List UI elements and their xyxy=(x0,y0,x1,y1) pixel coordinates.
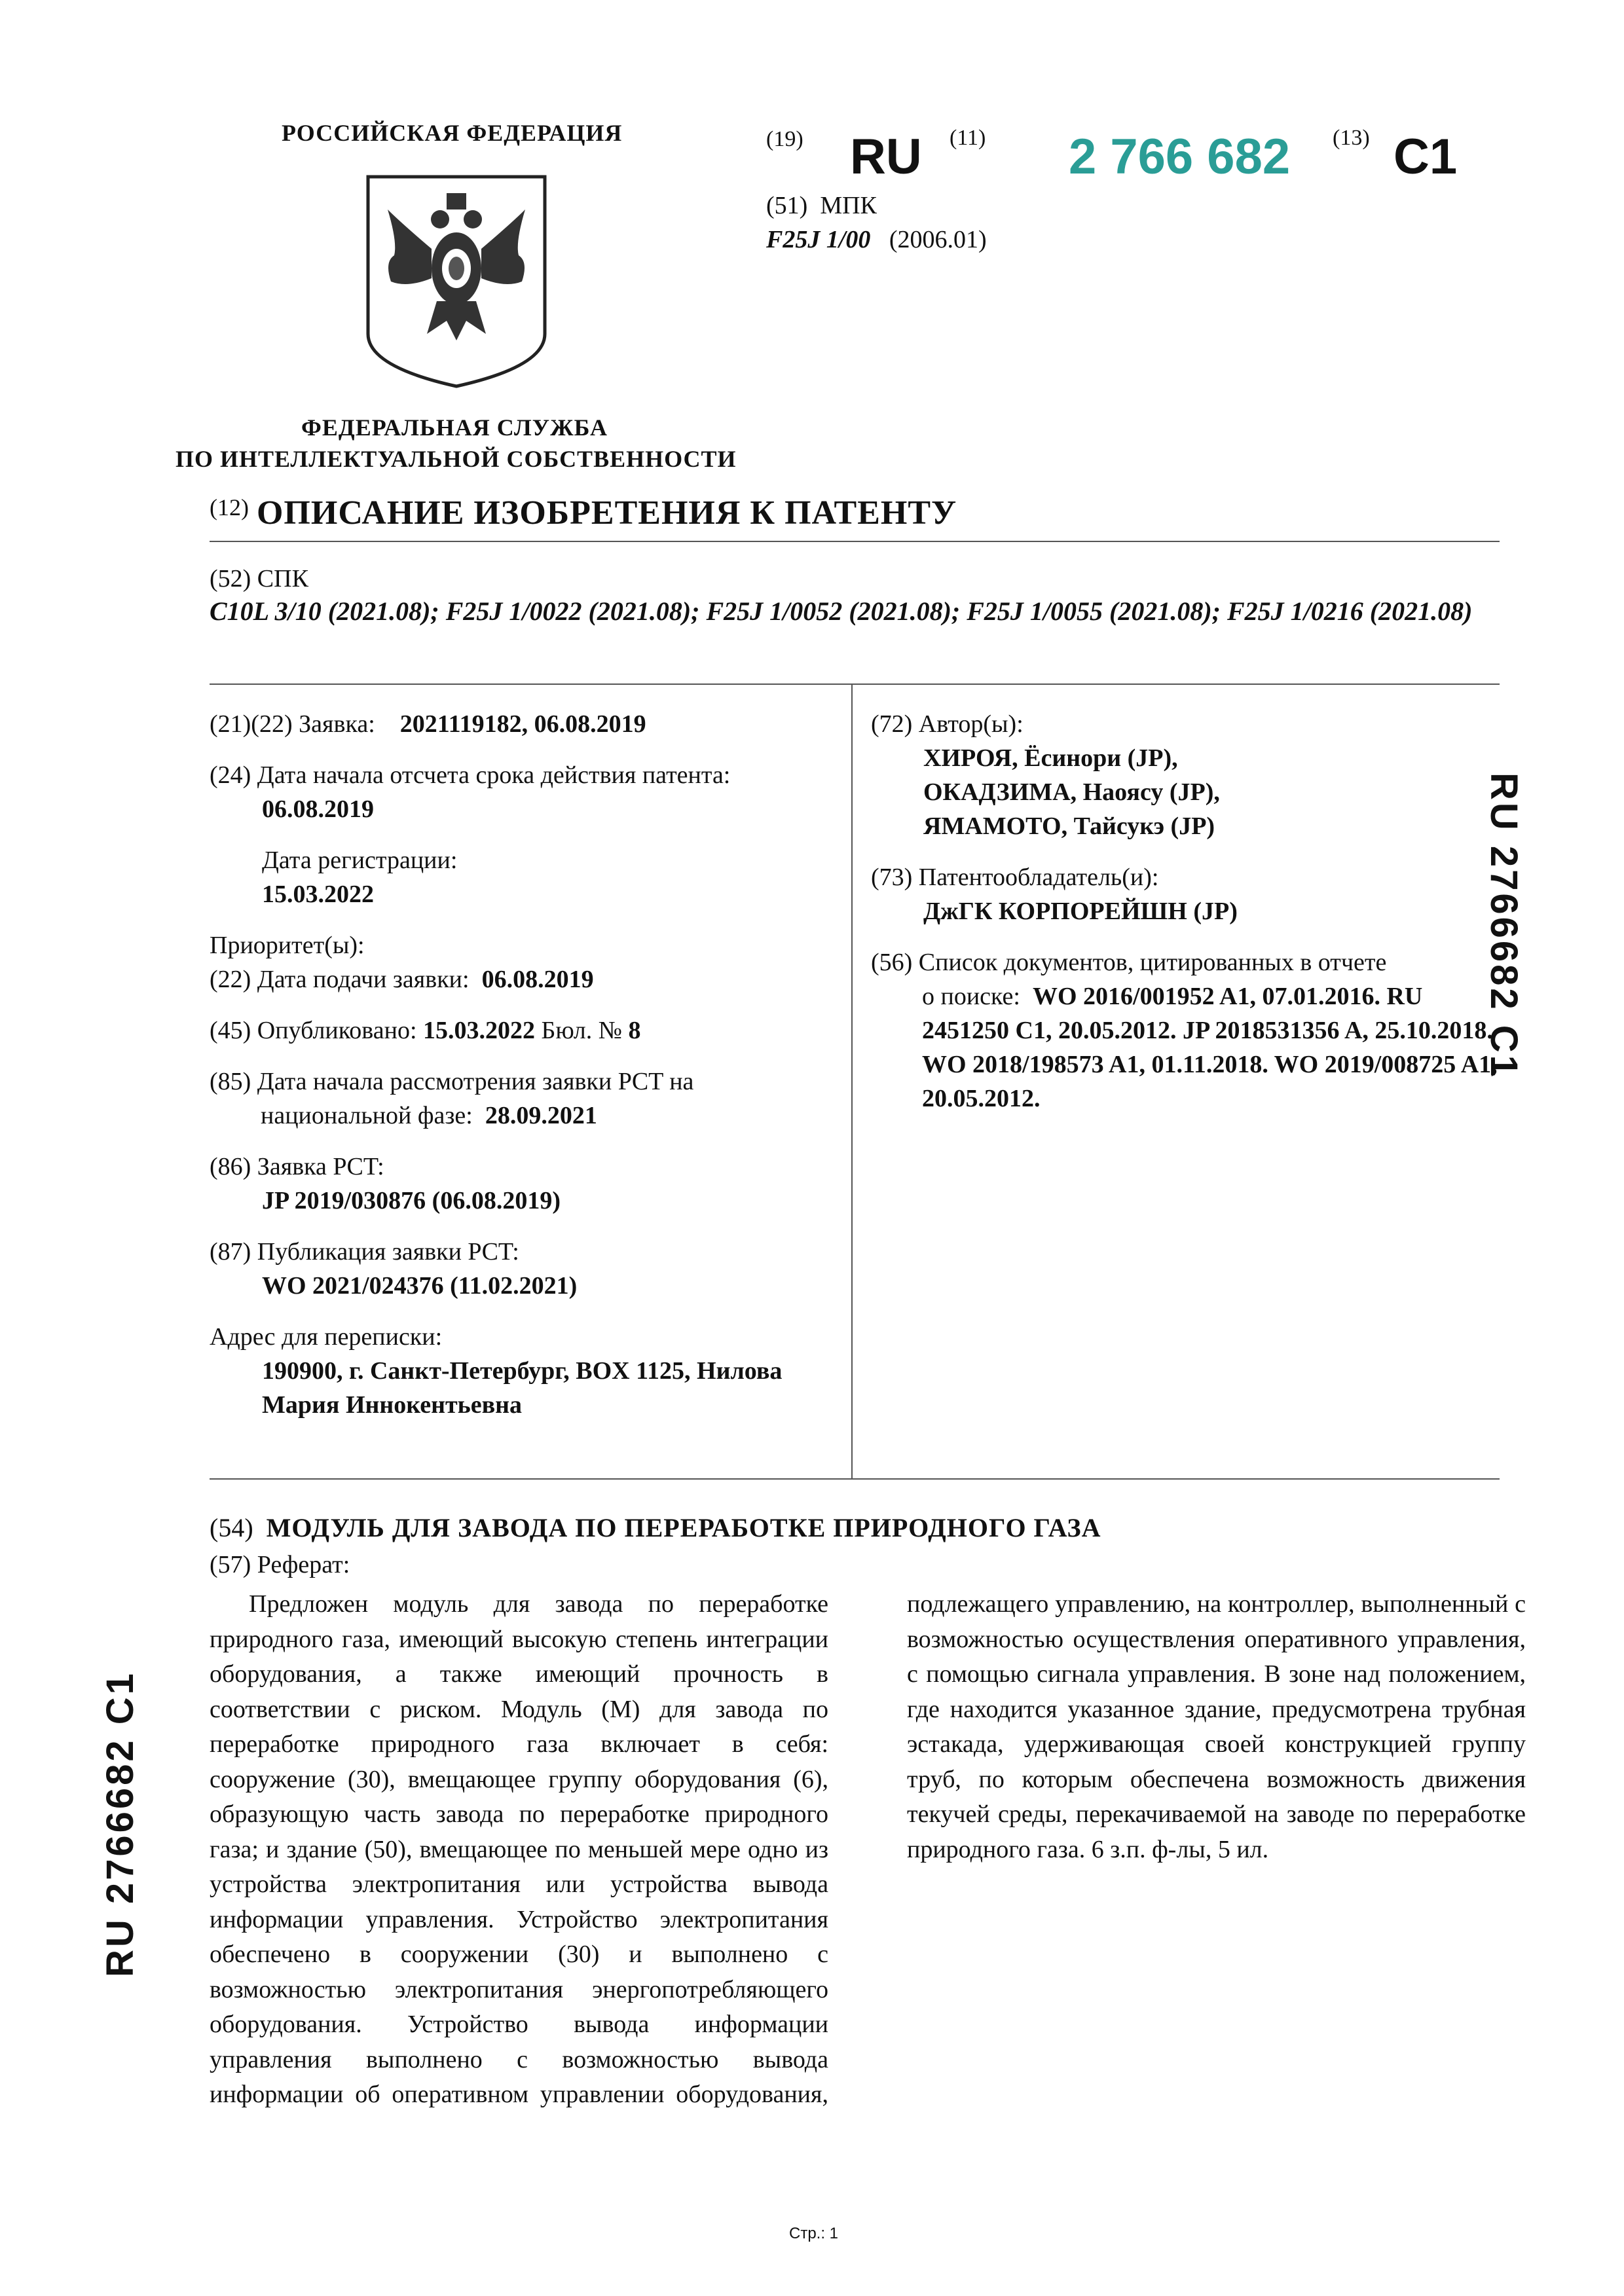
address-line1: 190900, г. Санкт-Петербург, BOX 1125, Нилова xyxy=(262,1357,783,1385)
mpk-code-row xyxy=(766,225,987,254)
side-label-left: RU 2766682 C1 xyxy=(99,1671,141,1977)
invention-title: МОДУЛЬ ДЛЯ ЗАВОДА ПО ПЕРЕРАБОТКЕ ПРИРОДНОГО ГАЗА xyxy=(266,1513,1101,1542)
patent-number: 2 766 682 xyxy=(1069,129,1291,185)
registration-label: Дата регистрации: xyxy=(262,847,458,874)
spk-codes: C10L 3/10 (2021.08); F25J 1/0022 (2021.08); F25J 1/0052 (2021.08); F25J 1/0055 (2021.08); F25J 1/0216 (2021.08) xyxy=(210,596,1473,626)
cited-label: (56) Список документов, цитированных в отчете xyxy=(871,949,1387,976)
abstract-text: Предложен модуль для завода по переработке природного газа, имеющий высокую степень интеграции оборудования, а также имеющий прочность в соответствии с риском. Модуль (M) для завода по переработке природного газа включает в себя: сооружение (30), вмещающее группу оборудования (6), образующую часть завода по переработке природного газа; и здание (50), вмещающее по меньшей мере одно из устройства электропитания или устройства вывода информации управления. Устройство электропитания обеспечено в сооружении (30) и выполнено с возможностью электропитания энергопотребляющего оборудования. Устройство вывода информации управления выполнено с возможностью вывода информации об оперативном управлении оборудования, подлежащего управлению, на контроллер, выполненный с возможностью осуществления оперативного управления, с помощью сигнала управления. В зоне над положением, где находится указанное здание, предусмотрена трубная эстакада, удерживающая своей конструкцией группу труб, по которым обеспечена возможность движения текучей среды, перекачиваемой на заводе по переработке природного газа. 6 з.п. ф-лы, 5 ил. xyxy=(210,1590,1526,2108)
application-field xyxy=(210,707,838,741)
owner-label: (73) Патентообладатель(и): xyxy=(871,864,1159,891)
cited-documents-field xyxy=(871,945,1500,1116)
author-name: , Ёсинори (JP), xyxy=(1012,744,1178,772)
author-surname: ХИРОЯ xyxy=(923,744,1012,772)
side-label-right: RU 2766682 C1 xyxy=(1483,773,1525,1079)
mpk-label-row xyxy=(766,191,877,220)
spk-label: (52) СПК xyxy=(210,565,308,592)
published-label: (45) Опубликовано: xyxy=(210,1017,417,1044)
priority-field xyxy=(210,928,838,996)
pct-national-label: (85) Дата начала рассмотрения заявки PCT на xyxy=(210,1068,694,1095)
inid-code-54: (54) xyxy=(210,1513,253,1542)
pct-publication-value: WO 2021/024376 (11.02.2021) xyxy=(262,1272,578,1300)
author-entry xyxy=(871,775,1500,809)
published-field xyxy=(210,1013,838,1048)
author-name: , Наоясу (JP), xyxy=(1070,778,1220,806)
address-label: Адрес для переписки: xyxy=(210,1323,443,1351)
office-name-line2: ПО ИНТЕЛЛЕКТУАЛЬНОЙ СОБСТВЕННОСТИ xyxy=(175,446,737,472)
filing-value: 06.08.2019 xyxy=(481,966,594,993)
invention-title-row xyxy=(210,1512,1101,1543)
mpk-version: (2006.01) xyxy=(889,226,987,253)
registration-value: 15.03.2022 xyxy=(262,881,374,908)
inid-code-11: (11) xyxy=(950,126,986,150)
term-start-label: (24) Дата начала отсчета срока действия патента: xyxy=(210,761,731,789)
abstract-label: (57) Реферат: xyxy=(210,1551,350,1578)
authors-label: (72) Автор(ы): xyxy=(871,710,1024,738)
owner-field xyxy=(871,860,1500,928)
address-field xyxy=(210,1320,838,1422)
pct-national-field xyxy=(210,1065,838,1133)
pct-national-label-cont: национальной фазе: xyxy=(261,1102,473,1129)
page-number: Стр.: 1 xyxy=(789,2225,839,2242)
author-entry xyxy=(871,741,1500,775)
document-type xyxy=(210,494,957,532)
office-name-line1: ФЕДЕРАЛЬНАЯ СЛУЖБА xyxy=(301,414,608,441)
kind-code: C1 xyxy=(1393,129,1458,185)
country-code: RU xyxy=(850,129,922,185)
inid-code-13: (13) xyxy=(1333,126,1370,150)
cited-label-cont: о поиске: xyxy=(922,983,1020,1010)
pct-application-label: (86) Заявка PCT: xyxy=(210,1153,384,1180)
author-surname: ОКАДЗИМА xyxy=(923,778,1071,806)
bulletin-value: 8 xyxy=(628,1017,641,1044)
divider xyxy=(210,683,1500,685)
mpk-label: МПК xyxy=(820,192,877,219)
cited-value: WO 2016/001952 A1, 07.01.2016. RU 2451250 C1, 20.05.2012. JP 2018531356 A, 25.10.2018. WO 2018/198573 A1, 01.11.2018. WO 2019/008725 A1, 20.05.2012. xyxy=(922,983,1498,1112)
pct-application-value: JP 2019/030876 (06.08.2019) xyxy=(262,1187,561,1214)
registration-field xyxy=(210,843,838,911)
authors-field xyxy=(871,707,1500,843)
inid-code-51: (51) xyxy=(766,192,808,219)
published-value: 15.03.2022 xyxy=(423,1017,536,1044)
document-type-title: ОПИСАНИЕ ИЗОБРЕТЕНИЯ К ПАТЕНТУ xyxy=(256,494,957,532)
column-divider xyxy=(851,683,853,1479)
divider xyxy=(210,1478,1500,1480)
bibliographic-right-column xyxy=(871,707,1500,1133)
bibliographic-left-column xyxy=(210,707,838,1439)
pct-publication-field xyxy=(210,1235,838,1303)
term-start-field xyxy=(210,758,838,826)
author-entry xyxy=(871,809,1500,843)
priority-label: Приоритет(ы): xyxy=(210,932,365,959)
inid-code-12: (12) xyxy=(210,494,249,520)
application-value: 2021119182, 06.08.2019 xyxy=(399,710,646,738)
pct-publication-label: (87) Публикация заявки PCT: xyxy=(210,1238,519,1266)
country-name: РОССИЙСКАЯ ФЕДЕРАЦИЯ xyxy=(282,120,623,146)
pct-application-field xyxy=(210,1150,838,1218)
owner-value: ДжГК КОРПОРЕЙШН (JP) xyxy=(923,898,1238,925)
application-label: (21)(22) Заявка: xyxy=(210,710,375,738)
term-start-value: 06.08.2019 xyxy=(262,795,374,823)
divider xyxy=(210,541,1500,542)
filing-label: (22) Дата подачи заявки: xyxy=(210,966,470,993)
coat-of-arms-emblem xyxy=(361,170,551,393)
author-surname: ЯМАМОТО xyxy=(923,812,1061,840)
author-name: , Тайсукэ (JP) xyxy=(1061,812,1215,840)
mpk-class: F25J 1/00 xyxy=(766,226,871,253)
pct-national-value: 28.09.2021 xyxy=(485,1102,597,1129)
inid-code-19: (19) xyxy=(766,127,803,151)
bulletin-label: Бюл. № xyxy=(541,1017,622,1044)
address-line2: Мария Иннокентьевна xyxy=(262,1391,523,1419)
